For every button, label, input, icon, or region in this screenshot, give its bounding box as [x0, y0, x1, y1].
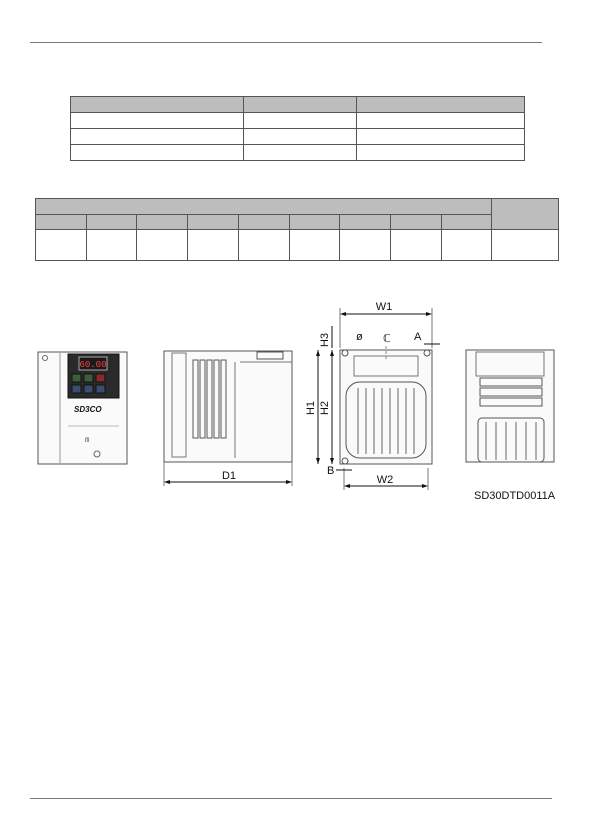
dimension-table-header — [36, 199, 559, 215]
d1-label: D1 — [221, 470, 237, 482]
logo-icon: ᗰ — [85, 438, 90, 444]
spec-table — [70, 96, 525, 161]
table-row — [36, 230, 559, 261]
h2-label: H2 — [319, 400, 331, 416]
table-row — [71, 113, 525, 129]
dimension-table — [35, 198, 559, 261]
figure-code: SD30DTD0011A — [474, 490, 556, 502]
phi-label: ø — [356, 331, 363, 343]
spec-table-header — [71, 97, 525, 113]
dimension-table-subheader — [36, 215, 559, 230]
drive-dimension-figure — [0, 290, 595, 510]
center-label: ℂ — [383, 333, 391, 345]
rear-view — [305, 301, 440, 490]
header-rule — [30, 42, 542, 43]
side-view — [164, 351, 292, 486]
open-view — [466, 350, 554, 462]
footer-rule — [30, 798, 552, 799]
brand-label: SD3CO — [74, 405, 102, 414]
table-row — [71, 145, 525, 161]
keypad-display: 60.00 — [79, 360, 107, 370]
a-label: A — [414, 331, 422, 343]
w1-label: W1 — [375, 301, 393, 313]
front-view — [38, 352, 127, 464]
table-row — [71, 129, 525, 145]
h3-label: H3 — [319, 332, 331, 348]
b-label: B — [327, 465, 335, 477]
w2-label: W2 — [376, 474, 394, 486]
h1-label: H1 — [305, 400, 317, 416]
